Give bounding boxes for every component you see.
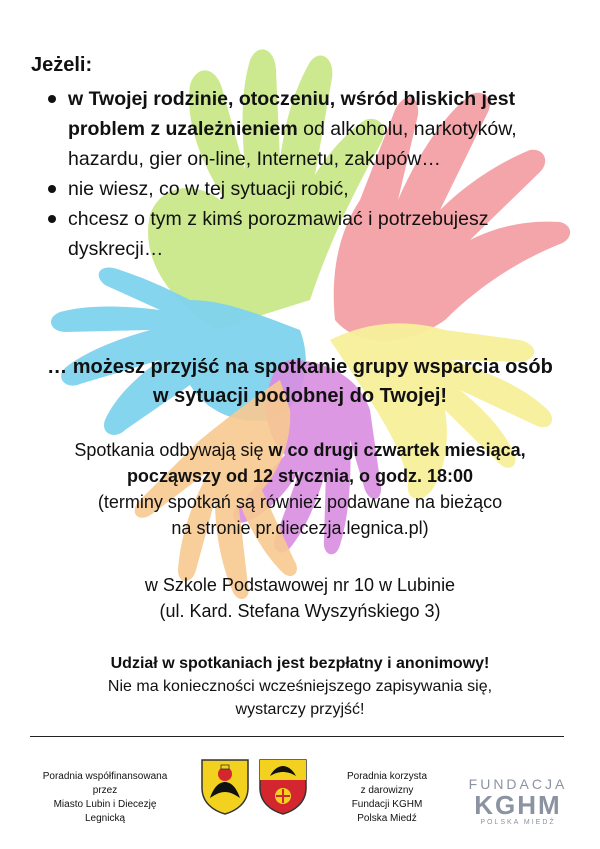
invitation [0, 353, 600, 411]
footer-left-line: Legnicką [84, 813, 126, 824]
participation-line3: wystarczy przyjść! [235, 701, 365, 718]
place-line1: w Szkole Podstawowej nr 10 w Lubinie [144, 575, 456, 595]
list-item [46, 204, 586, 264]
lubin-coat-of-arms [200, 758, 250, 815]
bullet-bold-text: w Twojej rodzinie, otoczeniu, wśród bliskich jest problem z uzależnieniem [68, 88, 516, 140]
footer-cofinanced [30, 770, 180, 826]
meeting-place [0, 572, 600, 624]
logo-line1: FUNDACJA [468, 776, 568, 792]
invitation-line1: … możesz przyjść na spotkanie grupy wsparcia osób [47, 356, 553, 378]
place-line2: (ul. Kard. Stefana Wyszyńskiego 3) [159, 601, 441, 621]
meetings-note2: na stronie pr.diecezja.legnica.pl) [171, 518, 429, 538]
invitation-line2: w sytuacji podobnej do Twojej! [152, 385, 448, 407]
heading: Jeżeli: [31, 54, 93, 76]
participation-info [0, 652, 600, 721]
footer-left-line: Miasto Lubin i Diecezję [53, 799, 157, 810]
footer-left-line: przez [92, 785, 118, 796]
footer-donation [327, 770, 447, 826]
kghm-foundation-logo [468, 776, 568, 828]
bullet-text: od alkoholu, narkotyków, hazardu, gier on-line, Internetu, zakupów… [68, 118, 517, 170]
meetings-note1: (terminy spotkań są również podawane na bieżąco [97, 492, 503, 512]
participation-bold: Udział w spotkaniach jest bezpłatny i anonimowy! [110, 655, 490, 672]
footer-left-line: Poradnia współfinansowana [42, 771, 168, 782]
meetings-when: w co drugi czwartek miesiąca, [268, 440, 526, 460]
list-item [46, 174, 586, 204]
footer-right-line: Fundacji KGHM [351, 799, 423, 810]
footer-right-line: z darowizny [360, 785, 414, 796]
footer-right-line: Polska Miedź [357, 813, 417, 824]
bullet-text: chcesz o tym z kimś porozmawiać i potrzebujesz dyskrecji… [68, 208, 489, 260]
diocese-coat-of-arms [258, 758, 308, 815]
list-item [46, 84, 586, 174]
footer-divider [30, 736, 564, 737]
meetings-start: począwszy od 12 stycznia, o godz. 18:00 [126, 466, 474, 486]
logo-line3: POLSKA MIEDŹ [480, 819, 556, 826]
meetings-intro: Spotkania odbywają się [74, 440, 269, 460]
bullet-text: nie wiesz, co w tej sytuacji robić, [68, 178, 349, 200]
footer-right-line: Poradnia korzysta [346, 771, 428, 782]
condition-list [46, 84, 586, 264]
participation-line2: Nie ma konieczności wcześniejszego zapisywania się, [107, 678, 493, 695]
logo-line2: KGHM [474, 790, 562, 820]
meetings-info [0, 437, 600, 541]
